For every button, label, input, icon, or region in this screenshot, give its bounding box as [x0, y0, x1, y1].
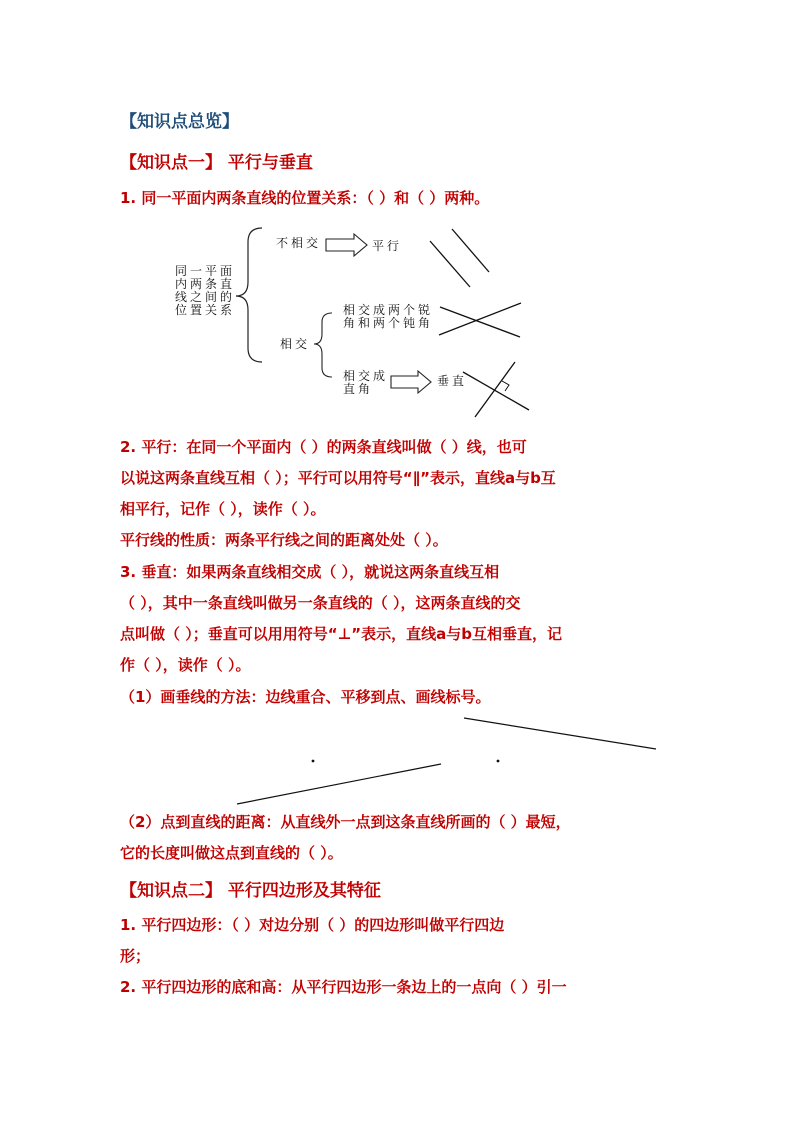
- intersect-line-a: [440, 307, 520, 337]
- sec2-q1-line2: 形；: [120, 947, 151, 965]
- arrow-perpendicular-icon: [391, 371, 431, 393]
- sec1-q2-line1: 2. 平行：在同一个平面内（ ）的两条直线叫做（ ）线，也可: [120, 438, 527, 456]
- sec1-q3-line2: （ ），其中一条直线叫做另一条直线的（ ），这两条直线的交: [120, 594, 521, 612]
- diagram-parallel-label: 平行: [372, 239, 403, 253]
- diagram-right-angle-label: 相交成 直角: [343, 369, 389, 396]
- exercise-line-top: [464, 718, 656, 749]
- sec1-q3-line4: 作（ ），读作（ ）。: [120, 656, 251, 674]
- perp-line-a: [463, 372, 529, 410]
- sec1-q2-line2: 以说这两条直线互相（ ）；平行可以用符号“∥”表示，直线a与b互: [120, 469, 556, 487]
- parallel-line-b: [452, 229, 489, 272]
- exercise-point-1: [312, 760, 315, 763]
- section-1-title: 【知识点一】 平行与垂直: [120, 153, 313, 173]
- sec1-q3-method-2: （2）点到直线的距离：从直线外一点到这条直线所画的（ ）最短，: [120, 813, 571, 831]
- exercise-point-2: [497, 760, 500, 763]
- sec1-q3-method-3: 它的长度叫做这点到直线的（ ）。: [120, 844, 343, 862]
- perp-line-b: [475, 362, 515, 417]
- diagram-acute-obtuse-label: 相交成两个锐 角和两个钝角: [343, 303, 434, 330]
- big-brace: [236, 228, 262, 362]
- diagram-perpendicular-label: 垂直: [437, 374, 468, 388]
- sec1-q2-line4: 平行线的性质：两条平行线之间的距离处处（ ）。: [120, 531, 448, 549]
- diagram-not-intersect-label: 不相交: [276, 236, 322, 250]
- overview-title: 【知识点总览】: [120, 112, 239, 132]
- sec1-q3-method-1: （1）画垂线的方法：边线重合、平移到点、画线标号。: [120, 688, 491, 706]
- sec2-q2-line1: 2. 平行四边形的底和高：从平行四边形一条边上的一点向（ ）引一: [120, 978, 567, 996]
- exercise-line-bottom: [237, 764, 441, 804]
- section-2-title: 【知识点二】 平行四边形及其特征: [120, 881, 381, 901]
- small-brace: [314, 313, 332, 377]
- sec1-q3-line1: 3. 垂直：如果两条直线相交成（ ），就说这两条直线互相: [120, 563, 500, 581]
- intersect-line-b: [439, 303, 521, 335]
- sec1-q2-line3: 相平行，记作（ ），读作（ ）。: [120, 500, 326, 518]
- diagram-root-label: 同一平面 内两条直 线之间的 位置关系: [175, 264, 236, 317]
- sec2-q1-line1: 1. 平行四边形：（ ）对边分别（ ）的四边形叫做平行四边: [120, 916, 505, 934]
- right-angle-mark: [502, 381, 509, 391]
- sec1-q1: 1. 同一平面内两条直线的位置关系：（ ）和（ ）两种。: [120, 189, 490, 207]
- diagram-intersect-label: 相交: [280, 337, 311, 351]
- parallel-line-a: [430, 241, 470, 287]
- sec1-q3-line3: 点叫做（ ）；垂直可以用用符号“⊥”表示，直线a与b互相垂直，记: [120, 625, 563, 643]
- arrow-parallel-icon: [326, 234, 367, 256]
